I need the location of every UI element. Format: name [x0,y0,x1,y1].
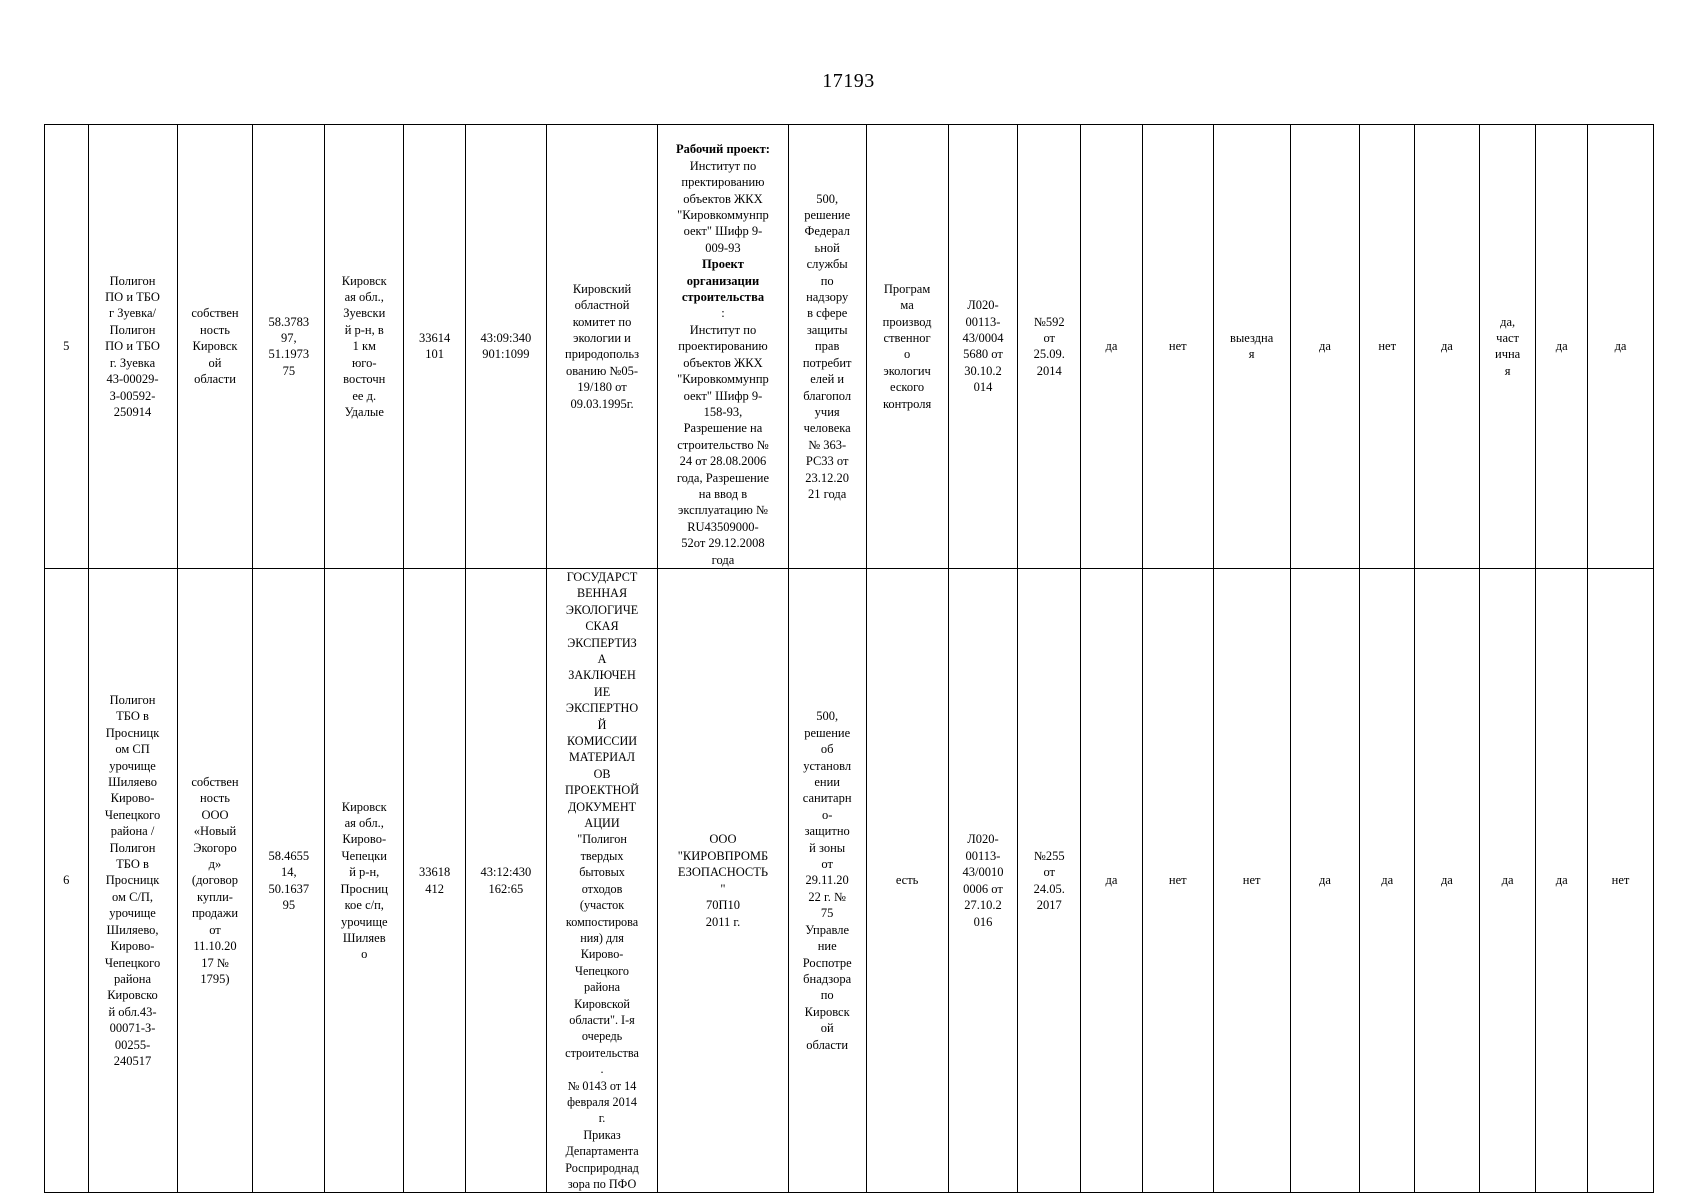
flag-cell: нет [1142,568,1213,1192]
coordinates-cell: 58.4655 14, 50.1637 95 [253,568,325,1192]
flag-cell: да [1081,125,1143,569]
cadastral-number-cell: 43:09:340 901:1099 [465,125,546,569]
flag-cell: да [1536,568,1588,1192]
cadastral-number-cell: 43:12:430 162:65 [465,568,546,1192]
flag-cell: да [1415,125,1480,569]
monitoring-program-cell: Програм ма производ ственног о экологич еского контроля [866,125,948,569]
license-cell: Л020- 00113- 43/0010 0006 от 27.10.2 016 [948,568,1018,1192]
table-row [45,568,1654,1192]
expertise-cell: Кировский областной комитет по экологии и природопольз ованию №05- 19/180 от 09.03.1995г. [546,125,657,569]
object-name-cell: Полигон ТБО в Просницк ом СП урочище Шиляево Кирово- Чепецкого района / Полигон ТБО в Просницк ом С/П, урочище Шиляево, Кирово- Чепецкого района Кировско й обл.43- 00071-З- 00255- 240517 [88,568,177,1192]
flag-cell: да [1415,568,1480,1192]
flag-cell: да, част ична я [1479,125,1536,569]
address-cell: Кировск ая обл., Зуевски й р-н, в 1 км юго- восточн ее д. Удалые [325,125,404,569]
project-cell: ООО "КИРОВПРОМБ ЕЗОПАСНОСТЬ " 70П10 2011 г. [658,568,789,1192]
flag-cell: нет [1142,125,1213,569]
flag-cell: да [1290,568,1360,1192]
sanitary-zone-cell: 500, решение об установл ении санитарн о- защитно й зоны от 29.11.20 22 г. № 75 Управле ние Роспотре бнадзора по Кировск ой области [788,568,866,1192]
flag-cell: нет [1213,568,1290,1192]
owner-cell: собствен ность Кировск ой области [177,125,253,569]
flag-cell: да [1536,125,1588,569]
row-number-cell: 6 [45,568,89,1192]
registry-table [44,124,1654,1193]
order-cell: №255 от 24.05. 2017 [1018,568,1081,1192]
oktmo-cell: 33614 101 [404,125,466,569]
owner-cell: собствен ность ООО «Новый Экогоро д» (договор купли- продажи от 11.10.20 17 № 1795) [177,568,253,1192]
row-number-cell: 5 [45,125,89,569]
object-name-cell: Полигон ПО и ТБО г Зуевка/ Полигон ПО и ТБО г. Зуевка 43-00029- З-00592- 250914 [88,125,177,569]
flag-cell: выездна я [1213,125,1290,569]
page-number: 17193 [822,70,875,92]
flag-cell: да [1479,568,1536,1192]
coordinates-cell: 58.3783 97, 51.1973 75 [253,125,325,569]
table-row [45,125,1654,569]
flag-cell: да [1588,125,1654,569]
oktmo-cell: 33618 412 [404,568,466,1192]
address-cell: Кировск ая обл., Кирово- Чепецки й р-н, Просниц кое с/п, урочище Шиляев о [325,568,404,1192]
expertise-cell: ГОСУДАРСТ ВЕННАЯ ЭКОЛОГИЧЕ СКАЯ ЭКСПЕРТИЗ А ЗАКЛЮЧЕН ИЕ ЭКСПЕРТНО Й КОМИССИИ МАТЕРИАЛ ОВ ПРОЕКТНОЙ ДОКУМЕНТ АЦИИ "Полигон твердых бытовых отходов (участок компостирова ния) для Кирово- Чепецкого района Кировской области". I-я очередь строительства . № 0143 от 14 февраля 2014 г. Приказ Департамента Росприроднад зора по ПФО [546,568,657,1192]
project-text-working: Институт по пректированию объектов ЖКХ "Кировкоммунпр оект" Шифр 9- 009-93 [677,158,769,255]
project-label-organization: Проект организации строительства [681,257,765,305]
project-text-organization: : Институт по проектированию объектов ЖКХ "Кировкоммунпр оект" Шифр 9- 158-93, Разрешение на строительство № 24 от 28.08.2006 года, Разрешение на ввод в эксплуатацию № RU43509000- 52от 29.12.2008 года [676,306,770,567]
project-label-working: Рабочий проект: [675,142,770,157]
project-cell [658,125,789,569]
flag-cell: да [1360,568,1415,1192]
sanitary-zone-cell: 500, решение Федерал ьной службы по надзору в сфере защиты прав потребит елей и благопол учия человека № 363- РС33 от 23.12.20 21 года [788,125,866,569]
flag-cell: нет [1360,125,1415,569]
order-cell: №592 от 25.09. 2014 [1018,125,1081,569]
flag-cell: нет [1588,568,1654,1192]
monitoring-program-cell: есть [866,568,948,1192]
flag-cell: да [1081,568,1143,1192]
license-cell: Л020- 00113- 43/0004 5680 от 30.10.2 014 [948,125,1018,569]
flag-cell: да [1290,125,1360,569]
